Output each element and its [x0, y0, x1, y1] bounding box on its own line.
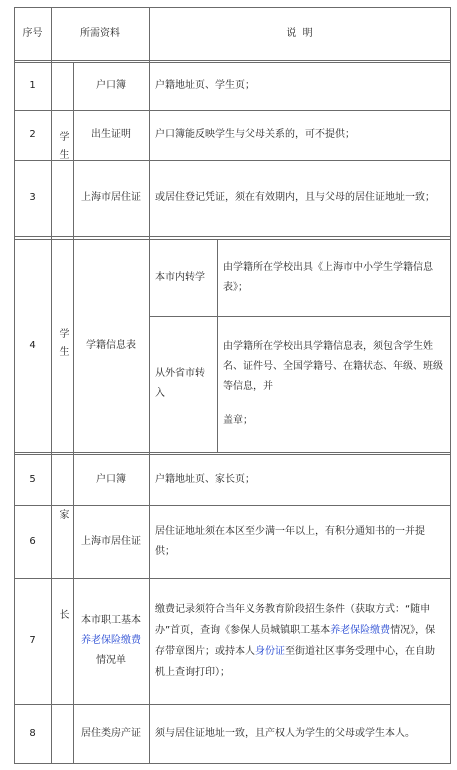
row-desc: 户籍地址页、家长页； — [155, 473, 255, 485]
desc-part: 至街道社区事务受理中心，在自助机上查询打印）； — [155, 646, 435, 678]
row-item: 上海市居住证 — [81, 192, 141, 203]
hline — [14, 60, 451, 61]
header-seq: 序号 — [22, 27, 43, 39]
row-desc: 户籍地址页、学生页； — [155, 80, 255, 91]
row-item: 学籍信息表 — [86, 339, 136, 351]
row-number: 5 — [29, 473, 36, 485]
group-student-top: 学生 — [57, 131, 68, 167]
row-item-link[interactable]: 养老保险缴费 — [81, 635, 141, 646]
row-number: 7 — [29, 635, 36, 646]
row-item: 出生证明 — [91, 129, 131, 140]
desc-part: 缴费记录须符合当年义务教育阶段招生条件（获取方式：“随申办”首页，查询《参保人员城镇职工基本 — [155, 604, 431, 636]
row-number: 1 — [29, 80, 36, 91]
row-item: 户口簿 — [96, 80, 126, 91]
row-number: 4 — [29, 339, 36, 351]
sub-desc-outside — [217, 316, 450, 452]
group-parent: 家长 — [57, 508, 68, 709]
row-item — [73, 578, 149, 704]
row-desc: 须与居住证地址一致，且产权人为学生的父母或学生本人。 — [155, 727, 415, 739]
row-item-part: 本市职工基本 — [81, 615, 141, 626]
row-desc: 居住证地址须在本区至少满一年以上，有积分通知书的一并提供； — [155, 525, 425, 557]
row-desc: 户口簿能反映学生与父母关系的，可不提供； — [155, 129, 355, 140]
row-number: 8 — [29, 727, 36, 739]
hline — [14, 763, 451, 764]
desc-part: 情况》，保存带章图片；或持本人 — [155, 625, 436, 657]
row-item: 上海市居住证 — [81, 535, 141, 547]
id-card-link[interactable]: 身份证 — [255, 646, 285, 657]
row-number: 2 — [29, 129, 36, 140]
row-desc: 或居住登记凭证，须在有效期内，且与父母的居住证地址一致； — [155, 192, 435, 203]
row-item: 户口簿 — [96, 473, 126, 485]
row-item-part: 情况单 — [96, 655, 126, 666]
sub-desc-outside-main: 由学籍所在学校出具学籍信息表，须包含学生姓名、证件号、全国学籍号、在籍状态、年级、班级等信息，并 — [223, 341, 443, 392]
header-explain: 说 明 — [286, 27, 313, 39]
sub-label-outside: 从外省市转入 — [155, 368, 205, 399]
row-item: 居住类房产证 — [81, 727, 141, 739]
row-number: 3 — [29, 192, 36, 203]
group-student-mid: 学生 — [57, 327, 68, 364]
vline — [450, 7, 451, 764]
pension-link[interactable]: 养老保险缴费 — [330, 625, 391, 636]
sub-desc-outside-stamp: 盖章； — [223, 415, 253, 426]
hline — [14, 452, 451, 453]
sub-label-local: 本市内转学 — [155, 271, 205, 283]
row-desc — [149, 578, 450, 704]
row-number: 6 — [29, 535, 36, 547]
header-material: 所需资料 — [80, 27, 120, 39]
hline — [14, 236, 451, 237]
sub-desc-local: 由学籍所在学校出具《上海市中小学生学籍信息表》； — [223, 261, 433, 293]
